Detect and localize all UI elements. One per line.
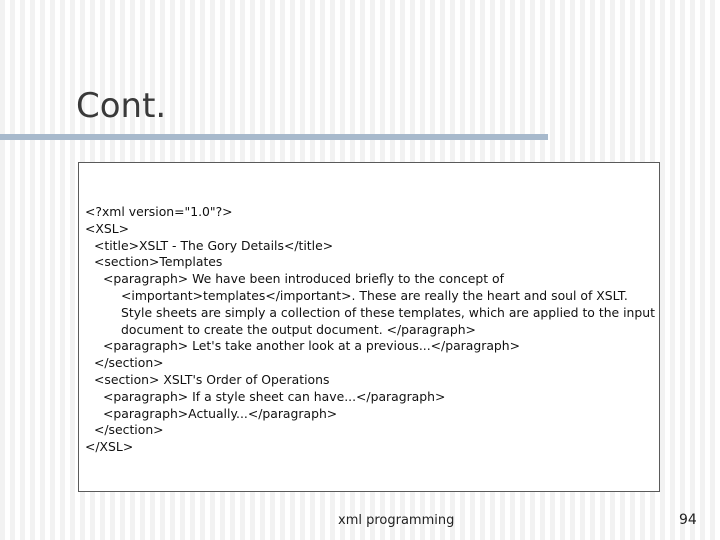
code-line: <paragraph>Actually...</paragraph>: [103, 405, 338, 421]
code-line: <?xml version="1.0"?>: [85, 204, 233, 219]
code-line: document to create the output document. </paragraph>: [121, 321, 476, 337]
code-line: <section>Templates: [94, 254, 223, 270]
slide-title: Cont.: [76, 86, 167, 126]
code-line: <XSL>: [85, 220, 130, 236]
code-line: <important>templates</important>. These are really the heart and soul of XSLT.: [121, 287, 628, 303]
code-line: <paragraph> Let's take another look at a previous...</paragraph>: [103, 338, 521, 354]
code-line: </XSL>: [85, 439, 134, 455]
code-line: <paragraph> We have been introduced briefly to the concept of: [103, 271, 505, 287]
page-number: 94: [679, 512, 697, 528]
code-line: <section> XSLT's Order of Operations: [94, 371, 330, 387]
code-line: </section>: [94, 422, 164, 438]
code-listing-box: [78, 162, 660, 492]
slide-footer: xml programming: [338, 513, 455, 528]
code-line: <title>XSLT - The Gory Details</title>: [94, 237, 334, 253]
code-line: </section>: [94, 355, 164, 371]
code-line: Style sheets are simply a collection of these templates, which are applied to the input: [121, 304, 655, 320]
code-line: <paragraph> If a style sheet can have...</paragraph>: [103, 388, 446, 404]
title-underline: [0, 134, 548, 140]
